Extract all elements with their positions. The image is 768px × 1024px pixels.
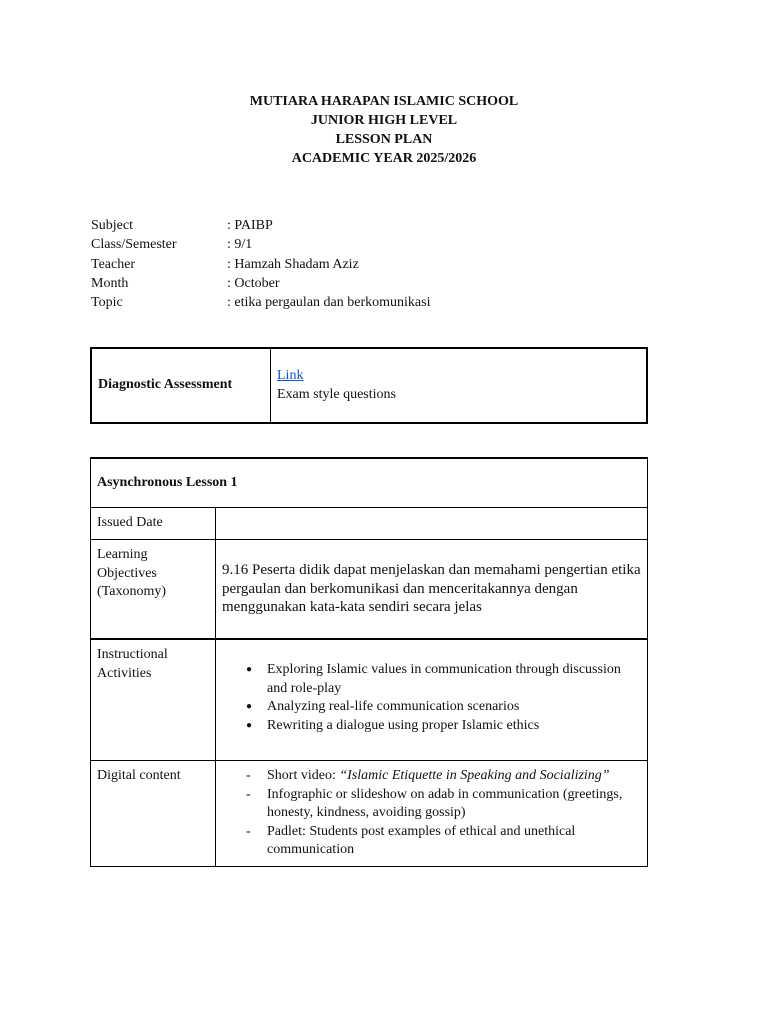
objectives-label-line: Objectives: [97, 565, 157, 581]
document-type: LESSON PLAN: [335, 132, 433, 147]
video-title: “Islamic Etiquette in Speaking and Socializing”: [339, 768, 610, 783]
info-row-month: [91, 274, 430, 293]
school-name: MUTIARA HARAPAN ISLAMIC SCHOOL: [249, 94, 519, 109]
diagnostic-table: [90, 347, 648, 424]
list-item: ● Exploring Islamic values in communication through discussion and role-play: [244, 661, 641, 698]
activities-label-line: Instructional: [97, 647, 168, 662]
table-row: [91, 458, 648, 508]
diagnostic-cell: [271, 348, 648, 423]
document-header: [0, 92, 768, 168]
diagnostic-link[interactable]: Link: [277, 368, 304, 383]
academic-year: ACADEMIC YEAR 2025/2026: [291, 151, 477, 166]
info-label: Subject: [91, 218, 133, 233]
activities-cell: [216, 639, 648, 761]
info-value: : Hamzah Shadam Aziz: [227, 256, 359, 272]
info-row-subject: [91, 216, 430, 235]
table-row: [91, 540, 648, 640]
info-row-teacher: [91, 255, 430, 274]
activities-label: [91, 639, 216, 761]
list-item: - Infographic or slideshow on adab in communication (greetings, honesty, kindness, avoiding gossip): [244, 786, 641, 823]
info-label: Class/Semester: [91, 237, 177, 253]
activities-list: [222, 661, 641, 735]
lesson-table: [90, 457, 648, 867]
digital-content-list: [222, 767, 641, 860]
info-row-class: [91, 235, 430, 254]
digital-content-label: Digital content: [91, 761, 216, 867]
info-label: Teacher: [91, 256, 136, 272]
video-prefix: Short video:: [267, 768, 340, 783]
info-value: : etika pergaulan dan berkomunikasi: [227, 295, 431, 311]
objectives-value: 9.16 Peserta didik dapat menjelaskan dan memahami pengertian etika pergaulan dan berkomunikasi dan menceritakannya dengan menggunakan kata-kata sendiri secara jelas: [216, 540, 648, 640]
objectives-label-line: (Taxonomy): [97, 584, 167, 599]
info-label: Month: [91, 275, 129, 291]
table-row: [91, 348, 647, 423]
info-value: : PAIBP: [227, 218, 273, 233]
info-value: : October: [227, 275, 280, 291]
issued-date-label: Issued Date: [91, 508, 216, 540]
lesson-info: [91, 216, 430, 312]
objectives-label-line: Learning: [97, 547, 148, 562]
list-item: ● Rewriting a dialogue using proper Islamic ethics: [244, 717, 641, 736]
lesson-title: Asynchronous Lesson 1: [91, 458, 648, 508]
diagnostic-label: Diagnostic Assessment: [91, 348, 271, 423]
list-item: ● Analyzing real-life communication scenarios: [244, 698, 641, 717]
info-row-topic: [91, 293, 430, 312]
info-value: : 9/1: [227, 237, 253, 253]
table-row: [91, 639, 648, 761]
list-item: - Padlet: Students post examples of ethical and unethical communication: [244, 823, 641, 860]
list-item: [244, 767, 641, 786]
diagnostic-note: Exam style questions: [277, 386, 396, 402]
objectives-label: [91, 540, 216, 640]
table-row: [91, 761, 648, 867]
digital-content-cell: [216, 761, 648, 867]
activities-label-line: Activities: [97, 665, 152, 681]
table-row: [91, 508, 648, 540]
info-label: Topic: [91, 295, 123, 311]
issued-date-value: [216, 508, 648, 540]
level-name: JUNIOR HIGH LEVEL: [310, 113, 458, 128]
